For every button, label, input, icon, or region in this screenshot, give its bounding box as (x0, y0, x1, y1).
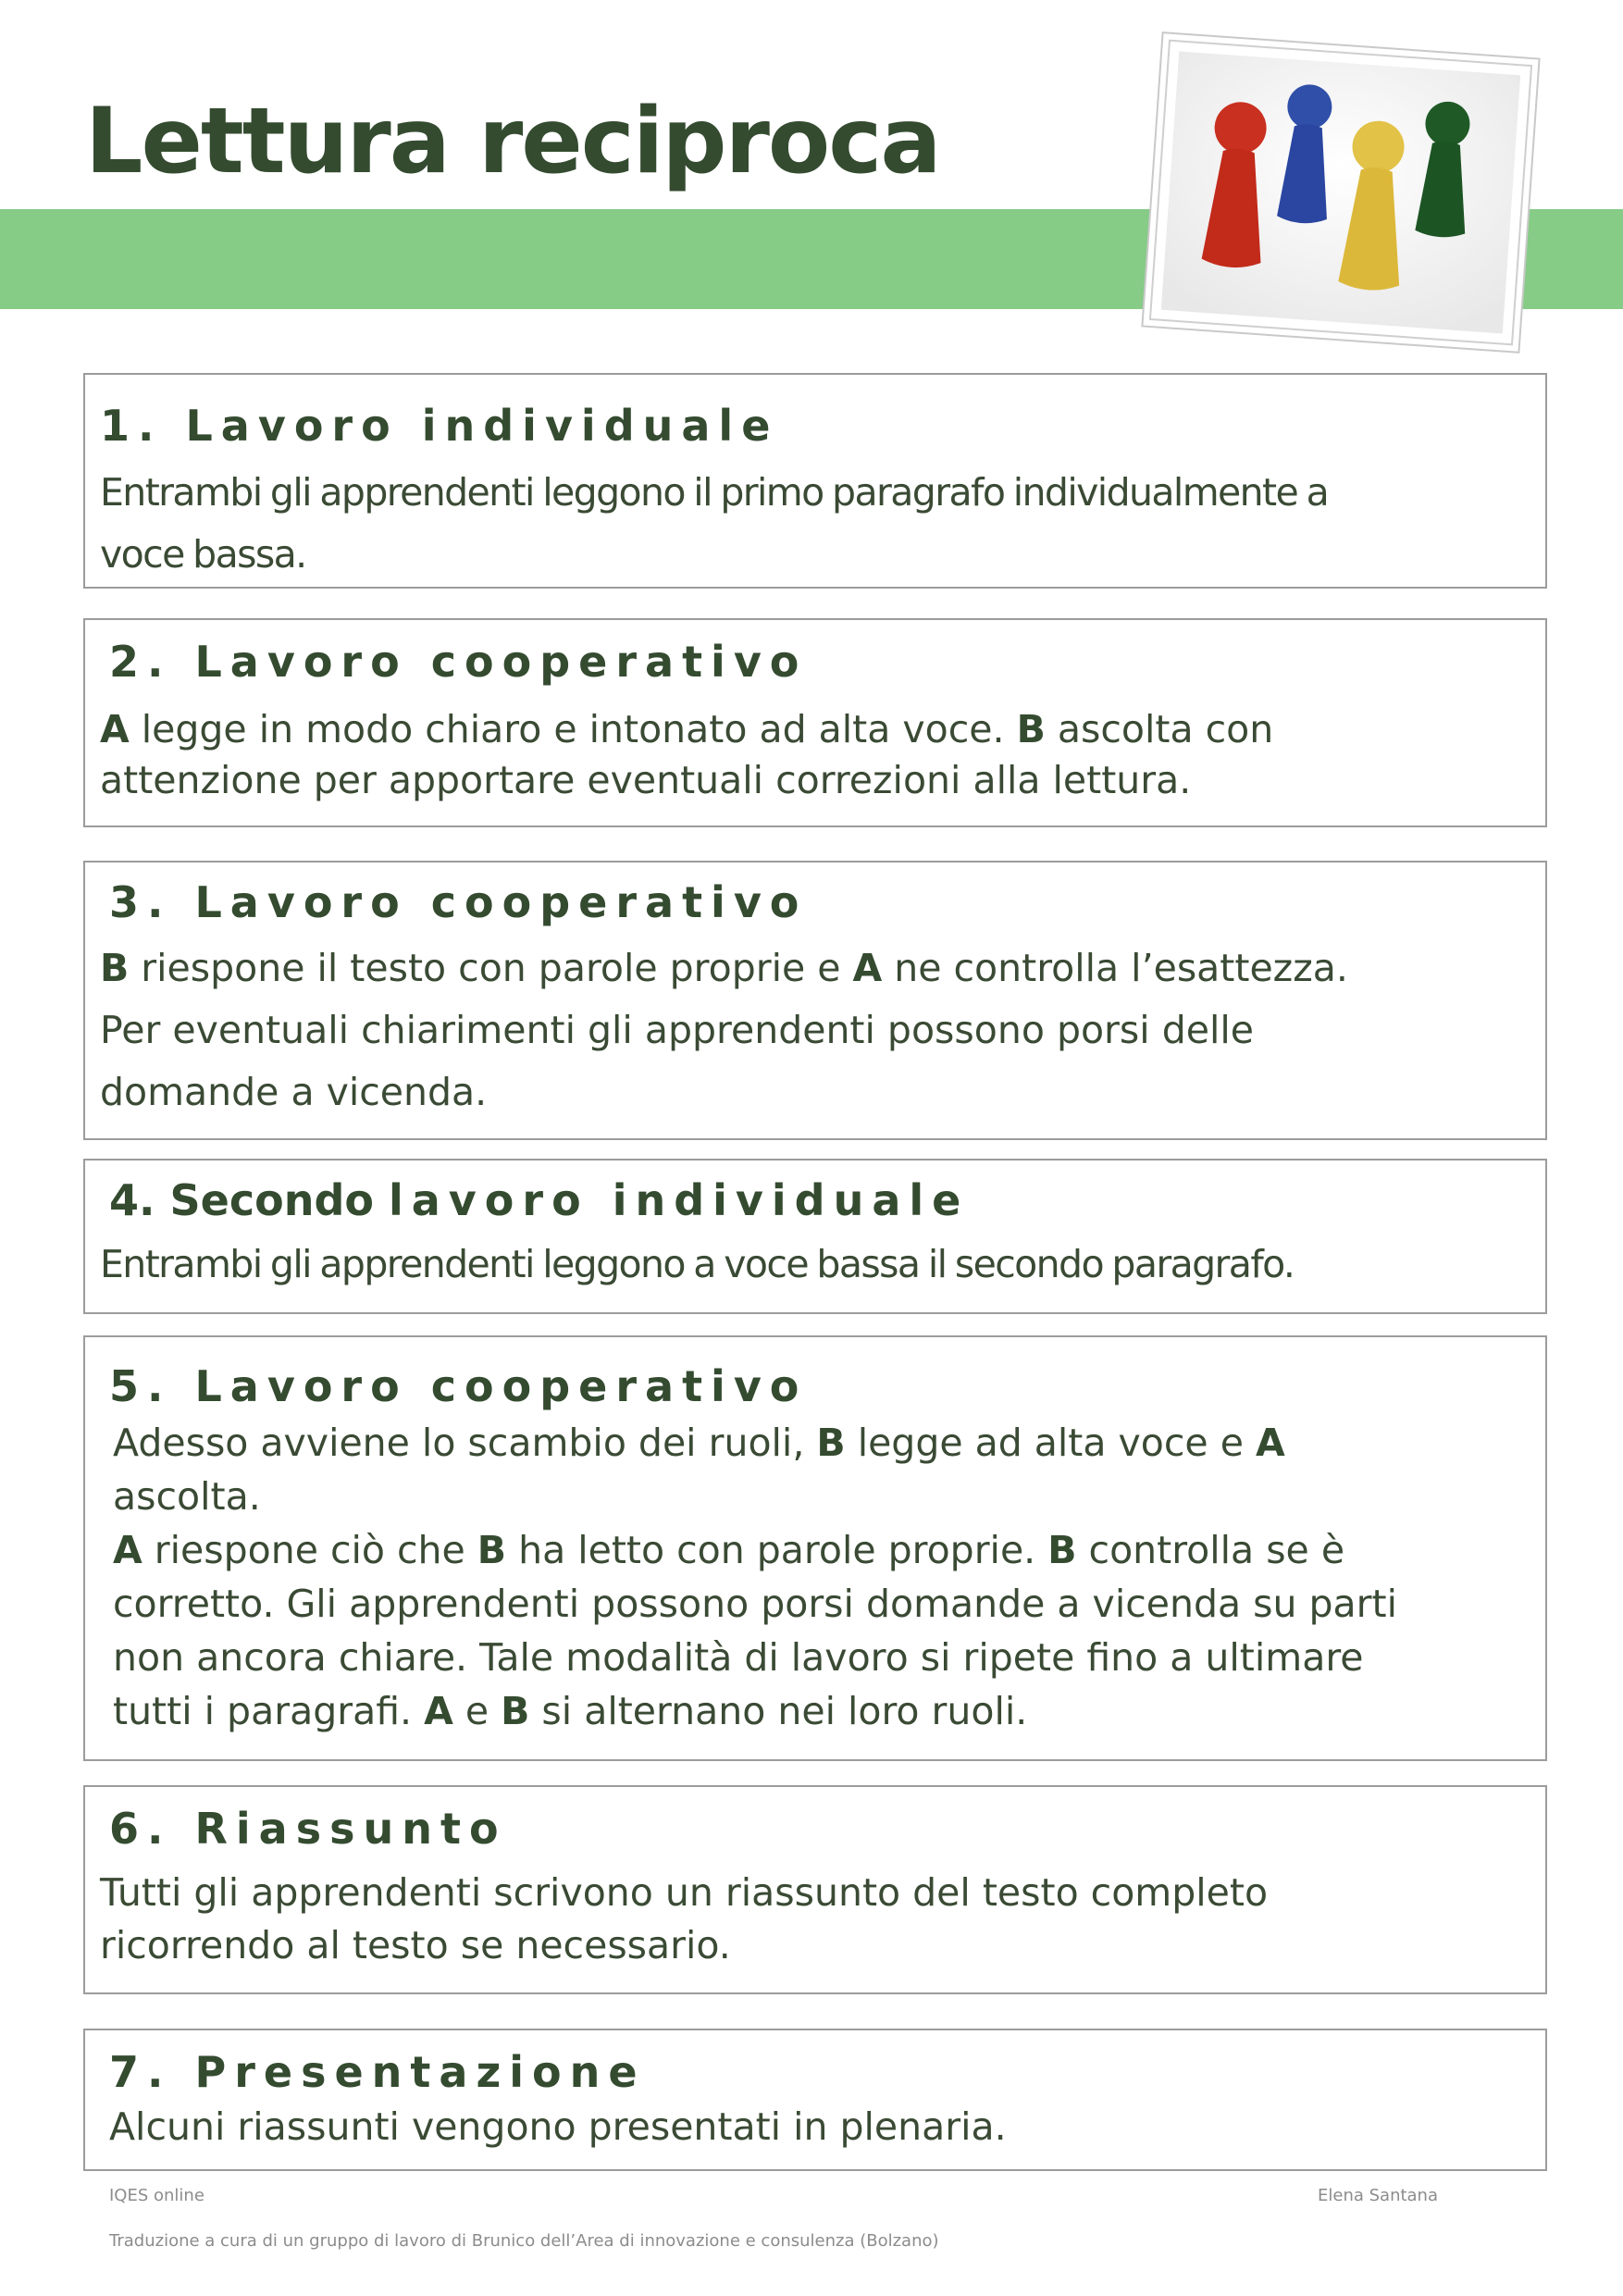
pawns-photo (1149, 40, 1532, 346)
step-4-heading: 4. Secondo lavoro individuale (109, 1175, 970, 1225)
step-6-text-line-1: Tutti gli apprendenti scrivono un riassunto del testo completo (100, 1870, 1269, 1915)
step-1-heading: 1. Lavoro individuale (100, 401, 779, 451)
step-1-text-line-2: voce bassa. (100, 532, 306, 577)
step-5-text-line-6: tutti i paragrafi. A e B si alternano nei loro ruoli. (113, 1689, 1028, 1733)
step-1-box (83, 373, 1547, 589)
page-title: Lettura reciproca (85, 89, 940, 194)
step-3-text-line-3: domande a vicenda. (100, 1070, 488, 1114)
step-3-heading: 3. Lavoro cooperativo (109, 877, 808, 927)
role-b: B (100, 946, 130, 990)
step-3-box (83, 861, 1547, 1140)
step-3-text-line-1: B riespone il testo con parole proprie e A ne controlla l’esattezza. (100, 946, 1348, 990)
step-2-text-line-1: A legge in modo chiaro e intonato ad alta voce. B ascolta con (100, 707, 1274, 751)
step-2-heading: 2. Lavoro cooperativo (109, 637, 808, 687)
step-4-box (83, 1159, 1547, 1314)
role-a: A (852, 946, 883, 990)
step-5-text-line-4: corretto. Gli apprendenti possono porsi domande a vicenda su parti (113, 1582, 1397, 1626)
role-a: A (100, 707, 130, 751)
role-b: B (1016, 707, 1046, 751)
step-2-text-line-2: attenzione per apportare eventuali correzioni alla lettura. (100, 758, 1192, 802)
step-5-text-line-3: A riespone ciò che B ha letto con parole proprie. B controlla se è (113, 1528, 1345, 1572)
step-5-box (83, 1335, 1547, 1761)
step-1-text-line-1: Entrambi gli apprendenti leggono il primo paragrafo individualmente a (100, 470, 1329, 515)
step-4-text-line-1: Entrambi gli apprendenti leggono a voce bassa il secondo paragrafo. (100, 1242, 1295, 1286)
step-5-heading: 5. Lavoro cooperativo (109, 1361, 808, 1411)
step-6-text-line-2: ricorrendo al testo se necessario. (100, 1923, 731, 1967)
pawns-illustration (1161, 51, 1521, 333)
step-5-text-line-5: non ancora chiare. Tale modalità di lavoro si ripete fino a ultimare (113, 1635, 1364, 1680)
step-7-box (83, 2029, 1547, 2171)
step-5-text-line-2: ascolta. (113, 1474, 261, 1519)
footer-author: Elena Santana (1318, 2186, 1438, 2205)
footer-source: IQES online (109, 2186, 204, 2205)
step-7-heading: 7. Presentazione (109, 2047, 646, 2097)
step-7-text-line-1: Alcuni riassunti vengono presentati in plenaria. (109, 2104, 1007, 2149)
step-2-box (83, 618, 1547, 827)
footer-credit: Traduzione a cura di un gruppo di lavoro di Brunico dell’Area di innovazione e consulenza (Bolzano) (109, 2231, 939, 2251)
step-3-text-line-2: Per eventuali chiarimenti gli apprendenti possono porsi delle (100, 1008, 1254, 1052)
step-5-text-line-1: Adesso avviene lo scambio dei ruoli, B legge ad alta voce e A (113, 1421, 1285, 1465)
step-6-heading: 6. Riassunto (109, 1804, 507, 1854)
step-6-box (83, 1785, 1547, 1994)
